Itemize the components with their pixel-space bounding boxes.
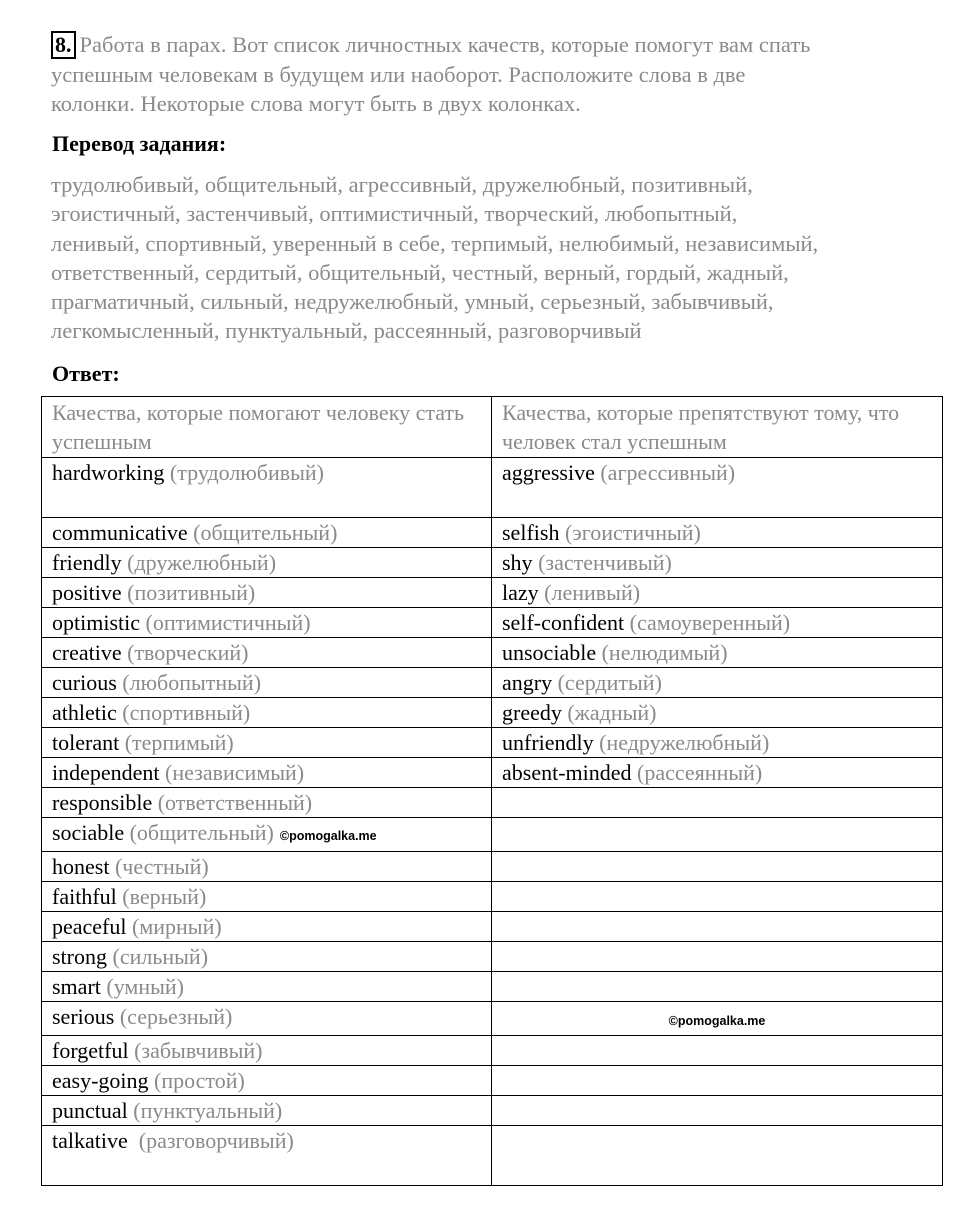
- table-row: [42, 788, 943, 818]
- english-word: strong: [52, 944, 107, 969]
- table-row: [42, 942, 943, 972]
- table-row: [42, 1066, 943, 1096]
- english-word: talkative: [52, 1128, 128, 1153]
- hindering-quality-cell: [492, 942, 943, 972]
- table-row: [42, 638, 943, 668]
- hindering-quality-cell: [492, 638, 943, 668]
- word-line: эгоистичный, застенчивый, оптимистичный, творческий, любопытный,: [51, 201, 738, 227]
- english-word: responsible: [52, 790, 153, 815]
- header-hindering-qualities: Качества, которые препятствуют тому, что человек стал успешным: [492, 397, 943, 458]
- table-row: [42, 1126, 943, 1186]
- table-row: [42, 668, 943, 698]
- english-word: hardworking: [52, 460, 165, 485]
- english-word: curious: [52, 670, 117, 695]
- success-quality-cell: [42, 1002, 492, 1036]
- english-word: unfriendly: [502, 730, 594, 755]
- success-quality-cell: [42, 578, 492, 608]
- table-row: [42, 852, 943, 882]
- success-quality-cell: [42, 1036, 492, 1066]
- russian-translation: (общительный): [124, 820, 274, 845]
- english-word: greedy: [502, 700, 562, 725]
- table-row: [42, 458, 943, 518]
- russian-translation: (серьезный): [114, 1004, 233, 1029]
- word-line: легкомысленный, пунктуальный, рассеянный, разговорчивый: [51, 318, 642, 344]
- russian-translation: (пунктуальный): [127, 1098, 283, 1123]
- english-word: angry: [502, 670, 553, 695]
- english-word: tolerant: [52, 730, 120, 755]
- table-row: [42, 518, 943, 548]
- success-quality-cell: [42, 668, 492, 698]
- hindering-quality-cell: [492, 458, 943, 518]
- hindering-quality-cell: [492, 758, 943, 788]
- table-row: [42, 1036, 943, 1066]
- russian-translation: (агрессивный): [594, 460, 736, 485]
- russian-translation: (разговорчивый): [127, 1128, 294, 1153]
- english-word: absent-minded: [502, 760, 632, 785]
- table-row: [42, 548, 943, 578]
- hindering-quality-cell: [492, 1096, 943, 1126]
- hindering-quality-cell: [492, 608, 943, 638]
- english-word: sociable: [52, 820, 125, 845]
- russian-translation: (любопытный): [116, 670, 262, 695]
- russian-translation: (творческий): [121, 640, 249, 665]
- english-word: forgetful: [52, 1038, 129, 1063]
- russian-translation: (умный): [100, 974, 185, 999]
- russian-translation: (ответственный): [152, 790, 313, 815]
- success-quality-cell: [42, 758, 492, 788]
- russian-translation: (нелюдимый): [596, 640, 728, 665]
- russian-translation: (жадный): [561, 700, 657, 725]
- russian-translation: (терпимый): [119, 730, 234, 755]
- hindering-quality-cell: [492, 728, 943, 758]
- english-word: unsociable: [502, 640, 597, 665]
- table-row: [42, 608, 943, 638]
- watermark: ©pomogalka.me: [668, 1014, 766, 1028]
- english-word: smart: [52, 974, 101, 999]
- table-row: [42, 758, 943, 788]
- english-word: communicative: [52, 520, 188, 545]
- success-quality-cell: [42, 1126, 492, 1186]
- header-success-qualities: Качества, которые помогают человеку стать успешным: [42, 397, 492, 458]
- english-word: independent: [52, 760, 160, 785]
- success-quality-cell: [42, 458, 492, 518]
- success-quality-cell: [42, 818, 492, 852]
- word-line: ответственный, сердитый, общительный, честный, верный, гордый, жадный,: [51, 259, 789, 285]
- russian-translation: (застенчивый): [532, 550, 672, 575]
- russian-translation: (сильный): [107, 944, 209, 969]
- russian-translation: (дружелюбный): [121, 550, 277, 575]
- english-word: shy: [502, 550, 533, 575]
- answer-heading: Ответ:: [52, 361, 120, 386]
- english-word: selfish: [502, 520, 560, 545]
- success-quality-cell: [42, 1066, 492, 1096]
- table-row: [42, 882, 943, 912]
- success-quality-cell: [42, 548, 492, 578]
- success-quality-cell: [42, 912, 492, 942]
- russian-translation: (спортивный): [116, 700, 251, 725]
- table-row: [42, 1002, 943, 1036]
- russian-translation: (независимый): [159, 760, 305, 785]
- russian-translation: (ленивый): [538, 580, 641, 605]
- russian-translation: (эгоистичный): [559, 520, 701, 545]
- task-text-line-1: Работа в парах. Вот список личностных качеств, которые помогут вам спать: [79, 32, 811, 57]
- english-word: punctual: [52, 1098, 128, 1123]
- success-quality-cell: [42, 608, 492, 638]
- hindering-quality-cell: [492, 1036, 943, 1066]
- russian-translation: (мирный): [126, 914, 222, 939]
- english-word: positive: [52, 580, 122, 605]
- russian-translation: (самоуверенный): [624, 610, 791, 635]
- english-word: athletic: [52, 700, 117, 725]
- success-quality-cell: [42, 518, 492, 548]
- hindering-quality-cell: [492, 518, 943, 548]
- russian-translation: (позитивный): [121, 580, 256, 605]
- hindering-quality-cell: [492, 972, 943, 1002]
- hindering-quality-cell: [492, 578, 943, 608]
- english-word: optimistic: [52, 610, 140, 635]
- hindering-quality-cell: [492, 818, 943, 852]
- english-word: friendly: [52, 550, 122, 575]
- success-quality-cell: [42, 972, 492, 1002]
- success-quality-cell: [42, 638, 492, 668]
- english-word: easy-going: [52, 1068, 149, 1093]
- word-list: [51, 170, 941, 346]
- success-quality-cell: [42, 788, 492, 818]
- russian-translation: (сердитый): [552, 670, 662, 695]
- hindering-quality-cell: [492, 698, 943, 728]
- hindering-quality-cell: [492, 788, 943, 818]
- success-quality-cell: [42, 942, 492, 972]
- table-row: [42, 728, 943, 758]
- hindering-quality-cell: [492, 852, 943, 882]
- success-quality-cell: [42, 882, 492, 912]
- table-row: [42, 1096, 943, 1126]
- table-row: [42, 578, 943, 608]
- english-word: lazy: [502, 580, 539, 605]
- answer-table: [41, 396, 943, 1186]
- word-line: трудолюбивый, общительный, агрессивный, дружелюбный, позитивный,: [51, 172, 753, 197]
- english-word: creative: [52, 640, 122, 665]
- success-quality-cell: [42, 1096, 492, 1126]
- translation-heading: Перевод задания:: [52, 131, 227, 156]
- success-quality-cell: [42, 728, 492, 758]
- english-word: serious: [52, 1004, 115, 1029]
- hindering-quality-cell: [492, 1126, 943, 1186]
- task-text-line-2: успешным человекам в будущем или наоборот. Расположите слова в две: [51, 61, 746, 87]
- success-quality-cell: [42, 852, 492, 882]
- hindering-quality-cell: [492, 548, 943, 578]
- table-header-row: [42, 397, 943, 458]
- english-word: faithful: [52, 884, 117, 909]
- hindering-quality-cell: [492, 1002, 943, 1036]
- hindering-quality-cell: [492, 882, 943, 912]
- task-text-line-3: колонки. Некоторые слова могут быть в двух колонках.: [51, 91, 581, 116]
- watermark: ©pomogalka.me: [279, 829, 377, 843]
- russian-translation: (забывчивый): [128, 1038, 263, 1063]
- english-word: self-confident: [502, 610, 625, 635]
- russian-translation: (простой): [148, 1068, 245, 1093]
- table-row: [42, 818, 943, 852]
- russian-translation: (трудолюбивый): [164, 460, 325, 485]
- success-quality-cell: [42, 698, 492, 728]
- table-row: [42, 972, 943, 1002]
- task-statement: [51, 30, 931, 119]
- table-row: [42, 698, 943, 728]
- russian-translation: (общительный): [187, 520, 338, 545]
- russian-translation: (оптимистичный): [140, 610, 311, 635]
- hindering-quality-cell: [492, 912, 943, 942]
- english-word: peaceful: [52, 914, 127, 939]
- russian-translation: (недружелюбный): [593, 730, 770, 755]
- hindering-quality-cell: [492, 1066, 943, 1096]
- english-word: honest: [52, 854, 110, 879]
- hindering-quality-cell: [492, 668, 943, 698]
- word-line: прагматичный, сильный, недружелюбный, умный, серьезный, забывчивый,: [51, 289, 774, 315]
- english-word: aggressive: [502, 460, 595, 485]
- russian-translation: (рассеянный): [631, 760, 763, 785]
- russian-translation: (честный): [109, 854, 209, 879]
- word-line: ленивый, спортивный, уверенный в себе, терпимый, нелюбимый, независимый,: [51, 230, 819, 256]
- russian-translation: (верный): [116, 884, 207, 909]
- table-row: [42, 912, 943, 942]
- task-number: 8.: [51, 31, 76, 59]
